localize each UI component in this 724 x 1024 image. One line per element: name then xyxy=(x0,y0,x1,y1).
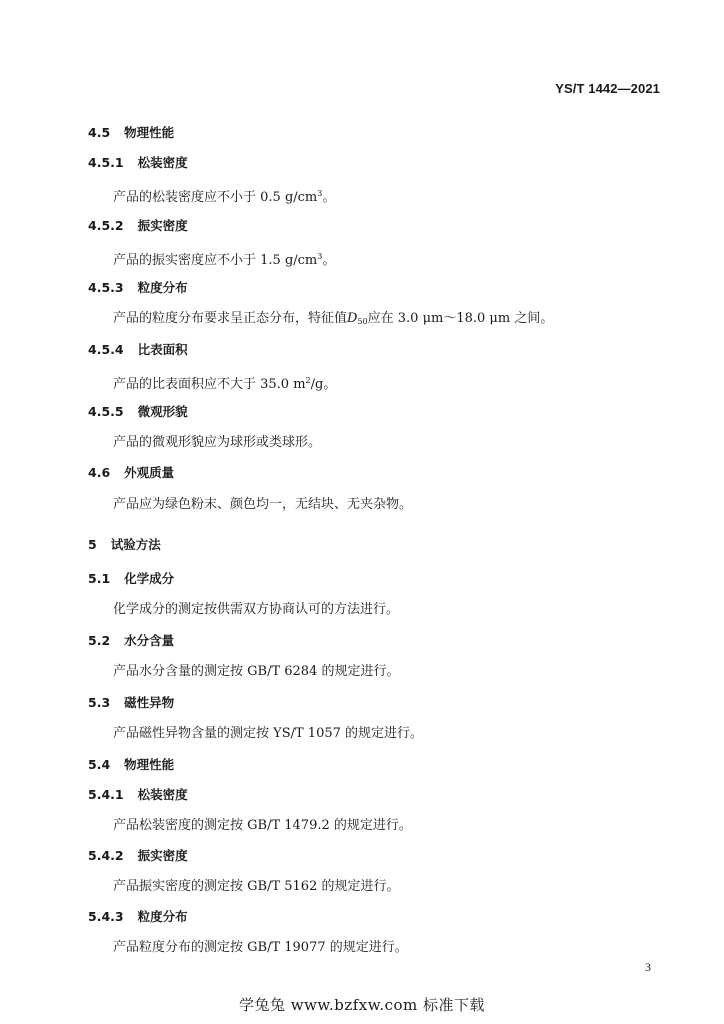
paragraph-text: 。 xyxy=(322,190,336,205)
superscript: 3 xyxy=(317,252,323,261)
paragraph-text: 。 xyxy=(322,253,336,268)
section-paragraph: 产品振实密度的测定按 GB/T 5162 的规定进行。 xyxy=(113,879,400,894)
section-number: 5.2 xyxy=(88,633,111,648)
section-number: 4.5.1 xyxy=(88,155,124,170)
section-paragraph xyxy=(113,186,335,206)
section-heading xyxy=(88,757,174,773)
section-heading xyxy=(88,218,188,234)
section-title: 粒度分布 xyxy=(137,280,188,295)
paragraph-text: 产品的比表面积应不大于 35.0 m xyxy=(113,377,306,392)
section-number: 5.4.2 xyxy=(88,848,124,863)
section-number: 5.4 xyxy=(88,757,111,772)
paragraph-text: 产品的振实密度应不小于 1.5 g/cm xyxy=(113,253,318,268)
section-title: 水分含量 xyxy=(124,633,175,648)
section-number: 5.4.1 xyxy=(88,787,124,802)
section-number: 4.5.2 xyxy=(88,218,124,233)
section-title: 试验方法 xyxy=(110,537,161,552)
section-paragraph: 产品应为绿色粉末、颜色均一，无结块、无夹杂物。 xyxy=(113,497,413,512)
paragraph-text: 产品的松装密度应不小于 0.5 g/cm xyxy=(113,190,318,205)
section-heading xyxy=(88,125,174,141)
section-heading xyxy=(88,633,174,649)
section-heading xyxy=(88,155,188,171)
chapter-heading xyxy=(88,537,161,553)
section-paragraph: 产品的微观形貌应为球形或类球形。 xyxy=(113,435,322,450)
section-number: 5.1 xyxy=(88,571,111,586)
section-title: 物理性能 xyxy=(124,125,175,140)
superscript: 3 xyxy=(317,189,323,198)
section-heading xyxy=(88,280,188,296)
section-number: 5.3 xyxy=(88,695,111,710)
section-title: 微观形貌 xyxy=(137,404,188,419)
section-paragraph: 产品磁性异物含量的测定按 YS/T 1057 的规定进行。 xyxy=(113,726,424,741)
section-paragraph xyxy=(113,249,335,269)
section-title: 振实密度 xyxy=(137,218,188,233)
section-heading xyxy=(88,695,174,711)
section-number: 4.5.4 xyxy=(88,342,124,357)
section-number: 4.5 xyxy=(88,125,111,140)
section-number: 5 xyxy=(88,537,97,552)
section-heading xyxy=(88,404,188,420)
section-number: 4.5.5 xyxy=(88,404,124,419)
watermark-text: 学兔兔 www.bzfxw.com 标准下载 xyxy=(238,996,486,1014)
section-heading xyxy=(88,342,188,358)
section-title: 化学成分 xyxy=(124,571,175,586)
superscript: 2 xyxy=(305,376,311,385)
section-number: 5.4.3 xyxy=(88,909,124,924)
section-paragraph: 产品水分含量的测定按 GB/T 6284 的规定进行。 xyxy=(113,664,400,679)
section-title: 磁性异物 xyxy=(124,695,175,710)
section-heading xyxy=(88,571,174,587)
section-heading xyxy=(88,848,188,864)
section-title: 振实密度 xyxy=(137,848,188,863)
paragraph-text: 应在 3.0 μm～18.0 μm 之间。 xyxy=(367,311,554,326)
section-heading xyxy=(88,909,188,925)
paragraph-text: 产品的粒度分布要求呈正态分布，特征值 xyxy=(113,311,348,326)
section-number: 4.5.3 xyxy=(88,280,124,295)
section-paragraph: 化学成分的测定按供需双方协商认可的方法进行。 xyxy=(113,602,400,617)
section-title: 外观质量 xyxy=(124,465,175,480)
section-number: 4.6 xyxy=(88,465,111,480)
section-heading xyxy=(88,787,188,803)
paragraph-text: /g。 xyxy=(310,377,337,392)
standard-number: YS/T 1442—2021 xyxy=(555,81,660,96)
section-paragraph xyxy=(113,373,336,393)
section-paragraph: 产品粒度分布的测定按 GB/T 19077 的规定进行。 xyxy=(113,940,408,955)
section-paragraph xyxy=(113,311,553,330)
section-title: 松装密度 xyxy=(137,787,188,802)
section-title: 物理性能 xyxy=(124,757,175,772)
section-title: 粒度分布 xyxy=(137,909,188,924)
section-title: 比表面积 xyxy=(137,342,188,357)
variable: D xyxy=(347,311,358,326)
section-heading xyxy=(88,465,174,481)
section-title: 松装密度 xyxy=(137,155,188,170)
page-number: 3 xyxy=(645,960,651,974)
section-paragraph: 产品松装密度的测定按 GB/T 1479.2 的规定进行。 xyxy=(113,818,412,833)
subscript: 50 xyxy=(357,317,368,326)
